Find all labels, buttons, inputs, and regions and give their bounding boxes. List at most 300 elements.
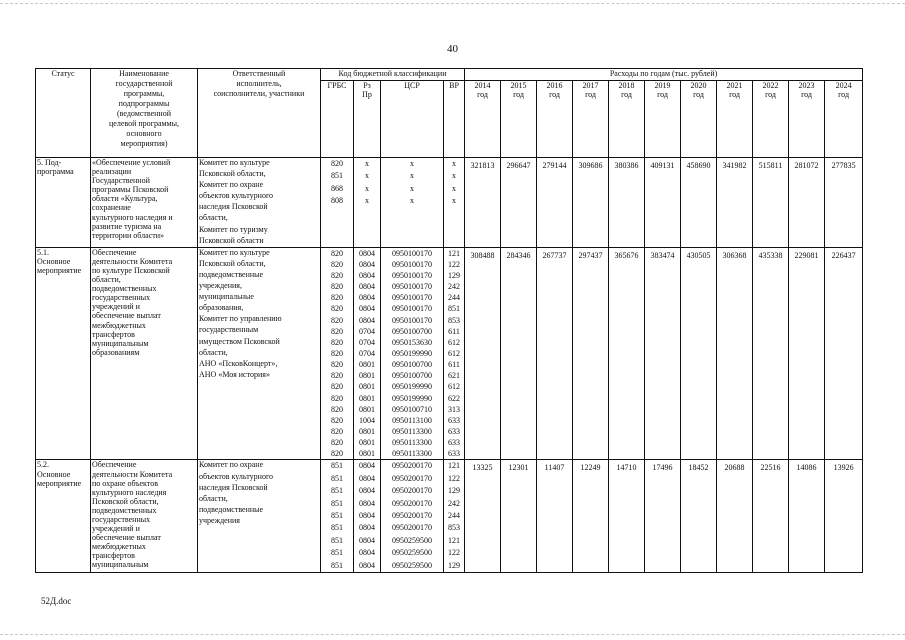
- responsible-line: государственным: [199, 325, 259, 335]
- header-year: [645, 81, 681, 158]
- responsible-line: имуществом Псковской: [199, 336, 280, 346]
- row-csr-value: 0950199990: [392, 393, 432, 403]
- row-csr-value: 0950259500: [392, 548, 432, 558]
- status-line: Основное: [37, 469, 71, 479]
- row-amount: 309686: [573, 158, 609, 248]
- responsible-party: [199, 314, 319, 356]
- responsible-line: объектов культурного: [199, 191, 274, 201]
- row-vr-value: 129: [448, 560, 461, 570]
- row-rzpr-value: 0801: [359, 360, 375, 370]
- row-grbs-value: 851: [331, 171, 343, 181]
- row-grbs-value: 820: [331, 282, 343, 292]
- name-line: обеспечение выплат: [92, 533, 161, 543]
- row-status: [36, 460, 91, 573]
- header-year-line: 2015: [510, 81, 527, 90]
- name-line: межбюджетных: [92, 320, 146, 330]
- row-rzpr-value: х: [365, 196, 369, 206]
- row-csr-value: 0950100170: [392, 248, 432, 258]
- name-line: культурного наследия и: [92, 212, 173, 222]
- header-expenses-group: Расходы по годам (тыс. рублей): [465, 69, 863, 81]
- row-grbs-value: 820: [331, 371, 343, 381]
- row-grbs-value: 851: [331, 523, 343, 533]
- name-line: Обеспечение: [92, 460, 137, 470]
- responsible-line: учреждения: [199, 515, 240, 525]
- row-amount: 12249: [573, 460, 609, 573]
- header-year: [609, 81, 645, 158]
- row-rzpr-value: 0704: [359, 326, 375, 336]
- row-vr-value: 121: [448, 535, 461, 545]
- row-csr-value: 0950113300: [392, 449, 432, 459]
- header-grbs: ГРБС: [321, 81, 354, 158]
- header-vr: ВР: [444, 81, 465, 158]
- row-name: [91, 158, 198, 248]
- header-rzpr-line: Пр: [362, 90, 372, 100]
- responsible-party: [199, 248, 319, 313]
- responsible-party: [199, 370, 319, 379]
- row-amount: 321813: [465, 158, 501, 248]
- responsible-line: Комитет по культуре: [199, 158, 270, 167]
- row-csr-value: 0950259500: [392, 535, 432, 545]
- status-line: 5. Под-: [37, 158, 62, 167]
- header-year-line: год: [693, 90, 704, 100]
- row-rzpr-value: 0704: [359, 337, 375, 347]
- row-rzpr-value: х: [365, 159, 369, 168]
- name-line: государственных: [92, 514, 151, 524]
- row-vr-value: 121: [448, 248, 461, 258]
- row-csr-value: 0950100170: [392, 293, 432, 303]
- row-csr-value: 0950200170: [392, 523, 432, 533]
- header-year-line: год: [729, 90, 740, 100]
- row-csr-value: х: [410, 196, 414, 206]
- responsible-line: Псковской области,: [199, 258, 266, 268]
- row-vr-value: 633: [448, 427, 461, 436]
- name-line: области «Культура,: [92, 194, 158, 204]
- row-vr: [444, 247, 465, 460]
- row-grbs-value: 820: [331, 427, 343, 436]
- row-csr-value: 0950113100: [392, 415, 432, 425]
- header-year-line: год: [477, 90, 488, 100]
- row-vr-value: 633: [448, 449, 461, 459]
- bottom-scan-border: [0, 634, 905, 635]
- header-year-line: 2014: [474, 81, 491, 90]
- row-amount: 12301: [501, 460, 537, 573]
- header-year-line: 2022: [762, 81, 779, 90]
- header-year-line: год: [585, 90, 596, 100]
- row-grbs-value: 820: [331, 360, 343, 370]
- responsible-party: [199, 460, 319, 525]
- header-name-line: целевой программы,: [109, 119, 179, 128]
- row-vr-value: 244: [448, 293, 461, 303]
- row-csr-value: 0950199990: [392, 382, 432, 392]
- row-csr-value: х: [410, 159, 414, 168]
- row-grbs-value: 820: [331, 349, 343, 359]
- row-csr-value: 0950100710: [392, 404, 432, 414]
- row-rzpr-value: 0804: [359, 461, 375, 471]
- header-year: [573, 81, 609, 158]
- name-line: учреждений и: [92, 302, 140, 312]
- row-vr-value: х: [452, 171, 457, 181]
- responsible-line: АНО «ПсковКонцерт»,: [199, 358, 278, 368]
- responsible-line: подведомственные: [199, 504, 264, 514]
- name-line: муниципальным: [92, 338, 149, 348]
- row-csr-value: 0950259500: [392, 560, 432, 570]
- header-year-line: год: [621, 90, 632, 100]
- row-rzpr-value: 0801: [359, 438, 375, 448]
- row-rzpr: [354, 460, 381, 573]
- row-vr-value: 612: [448, 382, 461, 392]
- name-line: области,: [92, 275, 121, 285]
- row-csr-value: 0950100170: [392, 271, 432, 281]
- row-csr-value: 0950200170: [392, 473, 432, 483]
- header-name: [91, 69, 198, 158]
- row-status: [36, 247, 91, 460]
- budget-table: [35, 68, 863, 573]
- header-name-line: подпрограммы: [118, 99, 170, 108]
- header-name-line: основного: [126, 129, 162, 138]
- row-rzpr-value: 0804: [359, 473, 375, 483]
- responsible-party: [199, 225, 319, 245]
- row-grbs-value: 851: [331, 486, 343, 496]
- row-vr-value: 633: [448, 438, 461, 448]
- row-rzpr-value: 0801: [359, 449, 375, 459]
- name-line: программы Псковской: [92, 185, 169, 195]
- name-line: реализации: [92, 167, 132, 177]
- header-year-line: год: [838, 90, 850, 100]
- row-vr-value: х: [452, 159, 457, 168]
- row-grbs-value: 820: [331, 271, 343, 281]
- header-name-line: программы,: [123, 89, 165, 98]
- row-grbs-value: 851: [331, 473, 343, 483]
- row-amount: 226437: [825, 247, 863, 460]
- row-name: [91, 247, 198, 460]
- responsible-line: области,: [199, 347, 228, 357]
- row-rzpr-value: 0801: [359, 427, 375, 436]
- row-grbs-value: 851: [331, 510, 343, 520]
- name-line: деятельности Комитета: [92, 256, 173, 266]
- row-csr-value: х: [410, 183, 414, 193]
- row-grbs-value: 820: [331, 304, 343, 314]
- status-line: 5.1.: [37, 247, 49, 257]
- status-line: 5.2.: [37, 460, 49, 470]
- name-line: культурного наследия: [92, 487, 167, 497]
- row-rzpr-value: 0804: [359, 498, 375, 508]
- header-responsible-line: соисполнители, участники: [213, 89, 305, 98]
- row-vr-value: 612: [448, 337, 461, 347]
- responsible-line: области,: [199, 493, 228, 503]
- row-grbs-value: 820: [331, 293, 343, 303]
- row-amount: 229081: [789, 247, 825, 460]
- responsible-line: Комитет по туризму: [199, 224, 268, 234]
- header-year-line: 2018: [618, 81, 635, 90]
- row-vr-value: 242: [448, 282, 461, 292]
- row-amount: 267737: [537, 247, 573, 460]
- responsible-line: подведомственные: [199, 269, 264, 279]
- row-csr-value: 0950200170: [392, 510, 432, 520]
- row-grbs-value: 820: [331, 393, 343, 403]
- row-amount: 281072: [789, 158, 825, 248]
- row-amount: 458690: [681, 158, 717, 248]
- row-vr: [444, 158, 465, 248]
- status-line: мероприятие: [37, 265, 82, 275]
- responsible-line: Псковской области: [199, 235, 264, 245]
- row-vr-value: 611: [448, 326, 460, 336]
- row-csr-value: 0950200170: [392, 498, 432, 508]
- row-rzpr-value: 0801: [359, 393, 375, 403]
- row-grbs-value: 851: [331, 535, 343, 545]
- responsible-party: [199, 158, 319, 178]
- row-amount: 284346: [501, 247, 537, 460]
- header-rzpr-line: Рз: [363, 81, 371, 90]
- row-vr-value: 611: [448, 360, 460, 370]
- header-responsible-line: Ответственный: [232, 69, 286, 78]
- header-year-line: 2021: [726, 81, 743, 90]
- header-year: [537, 81, 573, 158]
- row-csr-value: 0950113300: [392, 427, 432, 436]
- header-year-line: 2016: [546, 81, 563, 90]
- row-grbs-value: 851: [331, 498, 343, 508]
- row-vr-value: 129: [448, 486, 461, 496]
- row-vr-value: 122: [448, 473, 461, 483]
- responsible-line: муниципальные: [199, 292, 254, 302]
- name-line: сохранение: [92, 203, 131, 213]
- header-name-line: мероприятия): [120, 139, 168, 148]
- name-line: деятельности Комитета: [92, 469, 173, 479]
- name-line: территории области»: [92, 230, 165, 240]
- row-rzpr-value: 0804: [359, 315, 375, 325]
- row-rzpr-value: 0804: [359, 560, 375, 570]
- row-csr-value: 0950100700: [392, 326, 432, 336]
- row-amount: 297437: [573, 247, 609, 460]
- row-csr-value: 0950100170: [392, 304, 432, 314]
- row-rzpr-value: 0804: [359, 293, 375, 303]
- header-name-line: (ведомственной: [117, 109, 171, 118]
- row-amount: 18452: [681, 460, 717, 573]
- row-vr-value: 121: [448, 461, 461, 471]
- row-rzpr-value: 0804: [359, 304, 375, 314]
- row-grbs-value: 820: [331, 415, 343, 425]
- row-grbs-value: 820: [331, 159, 343, 168]
- row-grbs-value: 820: [331, 404, 343, 414]
- name-line: трансфертов: [92, 329, 135, 339]
- row-amount: 17496: [645, 460, 681, 573]
- row-csr-value: х: [410, 171, 414, 181]
- row-status: [36, 158, 91, 248]
- row-vr-value: х: [452, 183, 457, 193]
- header-year-line: год: [765, 90, 776, 100]
- header-year: [717, 81, 753, 158]
- responsible-line: Псковской области,: [199, 169, 266, 179]
- row-amount: 306368: [717, 247, 753, 460]
- header-year: [825, 81, 863, 158]
- header-year: [753, 81, 789, 158]
- responsible-line: образования,: [199, 303, 244, 313]
- header-name-line: Наименование: [119, 69, 169, 78]
- row-rzpr-value: 0804: [359, 486, 375, 496]
- name-line: Государственной: [92, 176, 150, 186]
- name-line: Псковской области,: [92, 496, 159, 506]
- row-vr-value: 851: [448, 304, 461, 314]
- responsible-line: наследия Псковской: [199, 482, 268, 492]
- row-grbs-value: 851: [331, 548, 343, 558]
- row-csr: [381, 158, 444, 248]
- header-year-line: 2019: [654, 81, 671, 90]
- row-rzpr-value: 0804: [359, 510, 375, 520]
- responsible-line: области,: [199, 213, 228, 223]
- name-line: по культуре Псковской: [92, 265, 170, 275]
- name-line: муниципальным: [92, 560, 149, 570]
- row-rzpr-value: 0804: [359, 248, 375, 258]
- row-grbs-value: 808: [331, 196, 343, 206]
- header-status: Статус: [36, 69, 91, 158]
- row-vr-value: 621: [448, 371, 461, 381]
- row-amount: 14086: [789, 460, 825, 573]
- header-year-line: год: [801, 90, 812, 100]
- row-rzpr-value: 0804: [359, 259, 375, 269]
- header-kbk-group: Код бюджетной классификации: [321, 69, 465, 81]
- row-rzpr-value: х: [365, 183, 369, 193]
- name-line: «Обеспечение условий: [92, 158, 171, 167]
- row-amount: 13325: [465, 460, 501, 573]
- row-responsible: [198, 460, 321, 573]
- row-vr-value: 122: [448, 259, 461, 269]
- header-year-line: год: [549, 90, 560, 100]
- row-vr-value: 622: [448, 393, 461, 403]
- row-amount: 308488: [465, 247, 501, 460]
- row-vr-value: 242: [448, 498, 461, 508]
- name-line: по охране объектов: [92, 478, 158, 488]
- row-grbs-value: 868: [331, 183, 343, 193]
- document-filename: 52Д.doc: [41, 596, 72, 606]
- row-vr-value: 122: [448, 548, 461, 558]
- name-line: межбюджетных: [92, 542, 146, 552]
- row-vr-value: 853: [448, 315, 461, 325]
- row-csr-value: 0950100700: [392, 371, 432, 381]
- row-rzpr: [354, 247, 381, 460]
- row-rzpr: [354, 158, 381, 248]
- row-amount: 380386: [609, 158, 645, 248]
- responsible-line: объектов культурного: [199, 471, 274, 481]
- row-rzpr-value: 0704: [359, 349, 375, 359]
- row-vr-value: 313: [448, 404, 461, 414]
- row-csr-value: 0950100170: [392, 315, 432, 325]
- row-responsible: [198, 247, 321, 460]
- status-line: Основное: [37, 256, 71, 266]
- row-grbs-value: 820: [331, 382, 343, 392]
- row-amount: 14710: [609, 460, 645, 573]
- row-amount: 365676: [609, 247, 645, 460]
- row-amount: 279144: [537, 158, 573, 248]
- header-year-line: год: [513, 90, 524, 100]
- row-amount: 13926: [825, 460, 863, 573]
- row-vr-value: 853: [448, 523, 461, 533]
- row-grbs-value: 820: [331, 248, 343, 258]
- header-year: [501, 81, 537, 158]
- row-csr: [381, 247, 444, 460]
- row-amount: 11407: [537, 460, 573, 573]
- row-rzpr-value: 0804: [359, 282, 375, 292]
- header-year-line: 2023: [798, 81, 815, 90]
- row-grbs-value: 820: [331, 259, 343, 269]
- row-rzpr-value: 0801: [359, 371, 375, 381]
- row-grbs-value: 820: [331, 315, 343, 325]
- name-line: Обеспечение: [92, 247, 137, 257]
- row-amount: 430505: [681, 247, 717, 460]
- row-amount: 20688: [717, 460, 753, 573]
- header-year: [681, 81, 717, 158]
- program-row: [36, 247, 863, 460]
- row-grbs-value: 851: [331, 461, 343, 471]
- header-rzpr: [354, 81, 381, 158]
- row-rzpr-value: 0801: [359, 404, 375, 414]
- row-csr-value: 0950100700: [392, 360, 432, 370]
- row-csr-value: 0950113300: [392, 438, 432, 448]
- header-responsible: [198, 69, 321, 158]
- status-line: мероприятие: [37, 478, 82, 488]
- header-year-line: 2017: [582, 81, 599, 90]
- row-vr-value: 612: [448, 349, 461, 359]
- responsible-line: наследия Псковской: [199, 202, 268, 212]
- name-line: подведомственных: [92, 284, 157, 294]
- name-line: учреждений и: [92, 524, 140, 534]
- row-grbs: [321, 247, 354, 460]
- header-year-line: год: [657, 90, 668, 100]
- header-year-line: 2020: [690, 81, 707, 90]
- row-rzpr-value: 0804: [359, 523, 375, 533]
- responsible-line: Комитет по управлению: [199, 314, 282, 324]
- row-grbs-value: 851: [331, 560, 343, 570]
- row-amount: 435338: [753, 247, 789, 460]
- row-name: [91, 460, 198, 573]
- header-csr: ЦСР: [381, 81, 444, 158]
- header-year-line: 2024: [835, 81, 852, 90]
- row-csr-value: 0950100170: [392, 282, 432, 292]
- row-amount: 515811: [753, 158, 789, 248]
- responsible-party: [199, 359, 319, 368]
- name-line: развитие туризма на: [92, 221, 162, 231]
- status-line: программа: [37, 167, 74, 177]
- row-rzpr-value: 0801: [359, 382, 375, 392]
- row-grbs-value: 820: [331, 438, 343, 448]
- row-vr-value: х: [452, 196, 457, 206]
- row-responsible: [198, 158, 321, 248]
- row-rzpr-value: 0804: [359, 548, 375, 558]
- row-vr: [444, 460, 465, 573]
- name-line: подведомственных: [92, 505, 157, 515]
- row-csr-value: 0950153630: [392, 337, 432, 347]
- row-csr-value: 0950200170: [392, 486, 432, 496]
- row-rzpr-value: 1004: [359, 415, 375, 425]
- name-line: государственных: [92, 293, 151, 303]
- row-csr-value: 0950100170: [392, 259, 432, 269]
- page-number: 40: [447, 43, 458, 55]
- row-grbs-value: 820: [331, 337, 343, 347]
- row-vr-value: 633: [448, 415, 461, 425]
- name-line: трансфертов: [92, 551, 135, 561]
- row-rzpr-value: 0804: [359, 271, 375, 281]
- row-amount: 296647: [501, 158, 537, 248]
- header-name-line: государственной: [115, 79, 173, 88]
- row-vr-value: 244: [448, 510, 461, 520]
- header-year: [465, 81, 501, 158]
- row-csr-value: 0950200170: [392, 461, 432, 471]
- responsible-line: Комитет по охране: [199, 180, 264, 190]
- header-responsible-line: исполнитель,: [236, 79, 282, 88]
- responsible-line: АНО «Моя история»: [199, 369, 270, 379]
- row-amount: 277835: [825, 158, 863, 248]
- responsible-line: учреждения,: [199, 281, 242, 291]
- name-line: обеспечение выплат: [92, 311, 161, 321]
- program-row: [36, 460, 863, 573]
